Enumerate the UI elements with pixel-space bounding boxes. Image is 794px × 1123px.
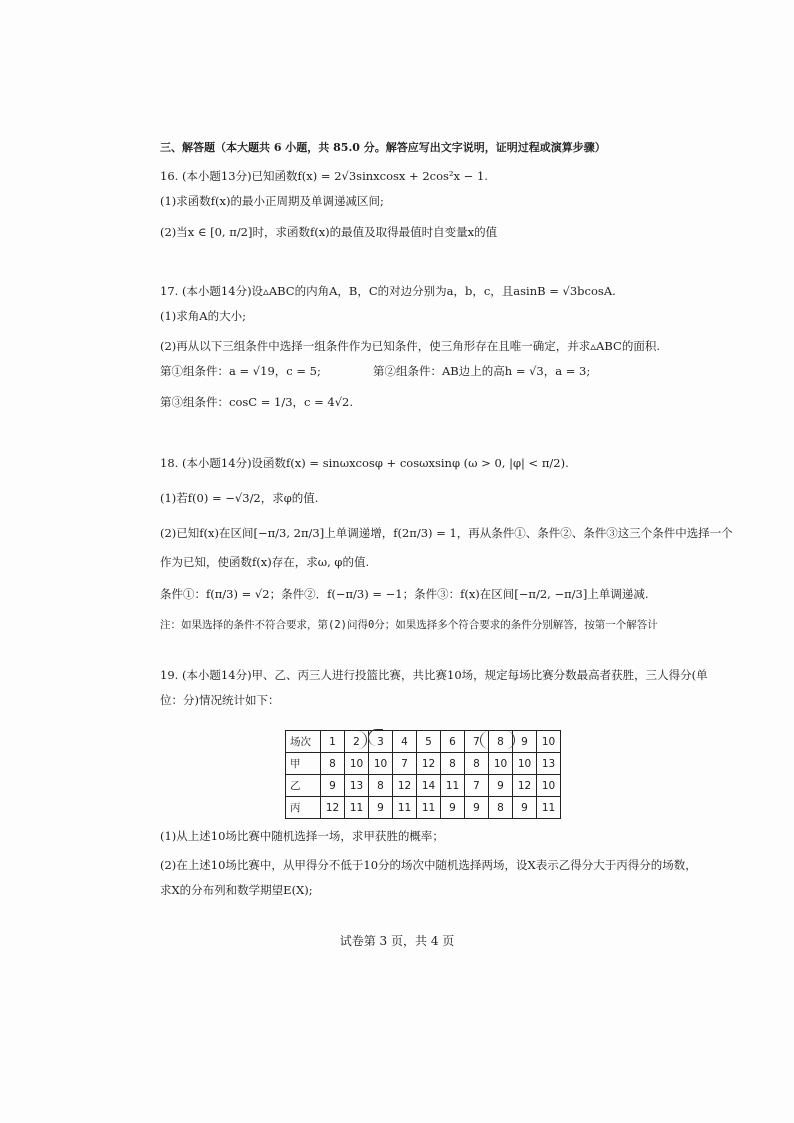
table-cell: 10 xyxy=(513,753,537,775)
q19-stem-line2: 位：分)情况统计如下： xyxy=(160,693,280,707)
table-cell: 8 xyxy=(465,753,489,775)
q17-condition-3: 第③组条件：cosC = 1/3，c = 4√2. xyxy=(160,395,354,409)
table-cell: 9 xyxy=(465,797,489,819)
table-cell: 10 xyxy=(369,753,393,775)
table-row xyxy=(286,797,561,819)
table-cell: 7 xyxy=(465,731,489,753)
table-cell: 13 xyxy=(537,753,561,775)
table-cell: 2 xyxy=(345,731,369,753)
pen-mark xyxy=(368,729,383,746)
table-row-label: 乙 xyxy=(286,775,321,797)
table-row-label: 甲 xyxy=(286,753,321,775)
table-cell: 10 xyxy=(345,753,369,775)
q17-part2: (2)再从以下三组条件中选择一组条件作为已知条件，使三角形存在且唯一确定，并求▵ABC的面积. xyxy=(160,339,660,353)
table-cell: 10 xyxy=(537,731,561,753)
q19-part2-line1: (2)在上述10场比赛中，从甲得分不低于10分的场次中随机选择两场，设X表示乙得分大于丙得分的场数， xyxy=(160,858,697,872)
q19-stem: 19. (本小题14分)甲、乙、丙三人进行投篮比赛，共比赛10场，规定每场比赛分数最高者获胜，三人得分(单 xyxy=(160,668,708,682)
table-cell: 12 xyxy=(417,753,441,775)
q18-part2-line2: 作为已知，使函数f(x)存在，求ω, φ的值. xyxy=(160,555,370,569)
q16-part2: (2)当x ∈ [0, π/2]时，求函数f(x)的最值及取得最值时自变量x的值 xyxy=(160,225,498,239)
q16-part1: (1)求函数f(x)的最小正周期及单调递减区间; xyxy=(160,194,384,208)
table-cell: 11 xyxy=(393,797,417,819)
table-cell: 7 xyxy=(465,775,489,797)
q19-part1: (1)从上述10场比赛中随机选择一场，求甲获胜的概率； xyxy=(160,829,444,843)
table-cell: 8 xyxy=(441,753,465,775)
table-cell: 8 xyxy=(489,731,513,753)
table-cell: 9 xyxy=(513,731,537,753)
q18-part1: (1)若f(0) = −√3/2，求φ的值. xyxy=(160,491,319,505)
table-cell: 8 xyxy=(321,753,345,775)
table-cell: 4 xyxy=(393,731,417,753)
table-cell: 8 xyxy=(369,775,393,797)
table-cell: 8 xyxy=(489,797,513,819)
table-cell: 11 xyxy=(441,775,465,797)
table-cell: 3 xyxy=(369,731,393,753)
q16-stem: 16. (本小题13分)已知函数f(x) = 2√3sinxcosx + 2cos²x − 1. xyxy=(160,169,488,183)
q19-part2-line2: 求X的分布列和数学期望E(X); xyxy=(160,883,313,897)
table-cell: 9 xyxy=(489,775,513,797)
q17-part1: (1)求角A的大小; xyxy=(160,309,246,323)
table-cell: 9 xyxy=(513,797,537,819)
q18-stem: 18. (本小题14分)设函数f(x) = sinωxcosφ + cosωxsinφ (ω > 0, |φ| < π/2). xyxy=(160,456,569,470)
table-cell: 9 xyxy=(441,797,465,819)
section-header: 三、解答题（本大题共 6 小题，共 85.0 分。解答应写出文字说明，证明过程或演算步骤） xyxy=(160,141,606,154)
score-table xyxy=(285,730,561,819)
table-header-row xyxy=(286,731,561,753)
q17-condition-1: 第①组条件：a = √19，c = 5; xyxy=(160,364,321,378)
q17-condition-2: 第②组条件：AB边上的高h = √3，a = 3; xyxy=(373,364,591,378)
table-cell: 12 xyxy=(513,775,537,797)
table-row-label: 丙 xyxy=(286,797,321,819)
table-row xyxy=(286,775,561,797)
table-cell: 13 xyxy=(345,775,369,797)
table-cell: 6 xyxy=(441,731,465,753)
table-cell: 7 xyxy=(393,753,417,775)
q18-conditions: 条件①：f(π/3) = √2；条件②．f(−π/3) = −1；条件③：f(x)在区间[−π/2, −π/3]上单调递减. xyxy=(160,587,649,601)
table-cell: 9 xyxy=(321,775,345,797)
q17-stem: 17. (本小题14分)设▵ABC的内角A，B，C的对边分别为a，b，c，且asinB = √3bcosA. xyxy=(160,284,616,298)
q18-note: 注：如果选择的条件不符合要求，第(2)问得0分；如果选择多个符合要求的条件分别解答，按第一个解答计 xyxy=(160,619,658,631)
table-cell: 12 xyxy=(393,775,417,797)
table-header-label: 场次 xyxy=(286,731,321,753)
table-cell: 10 xyxy=(489,753,513,775)
q18-part2-line1: (2)已知f(x)在区间[−π/3, 2π/3]上单调递增，f(2π/3) = 1，再从条件①、条件②、条件③这三个条件中选择一个 xyxy=(160,526,733,540)
table-cell: 14 xyxy=(417,775,441,797)
table-cell: 11 xyxy=(417,797,441,819)
table-row xyxy=(286,753,561,775)
table-cell: 10 xyxy=(537,775,561,797)
page-footer: 试卷第 3 页，共 4 页 xyxy=(339,934,455,948)
table-cell: 9 xyxy=(369,797,393,819)
table-cell: 5 xyxy=(417,731,441,753)
table-cell: 11 xyxy=(537,797,561,819)
table-cell: 1 xyxy=(321,731,345,753)
table-cell: 11 xyxy=(345,797,369,819)
table-cell: 12 xyxy=(321,797,345,819)
